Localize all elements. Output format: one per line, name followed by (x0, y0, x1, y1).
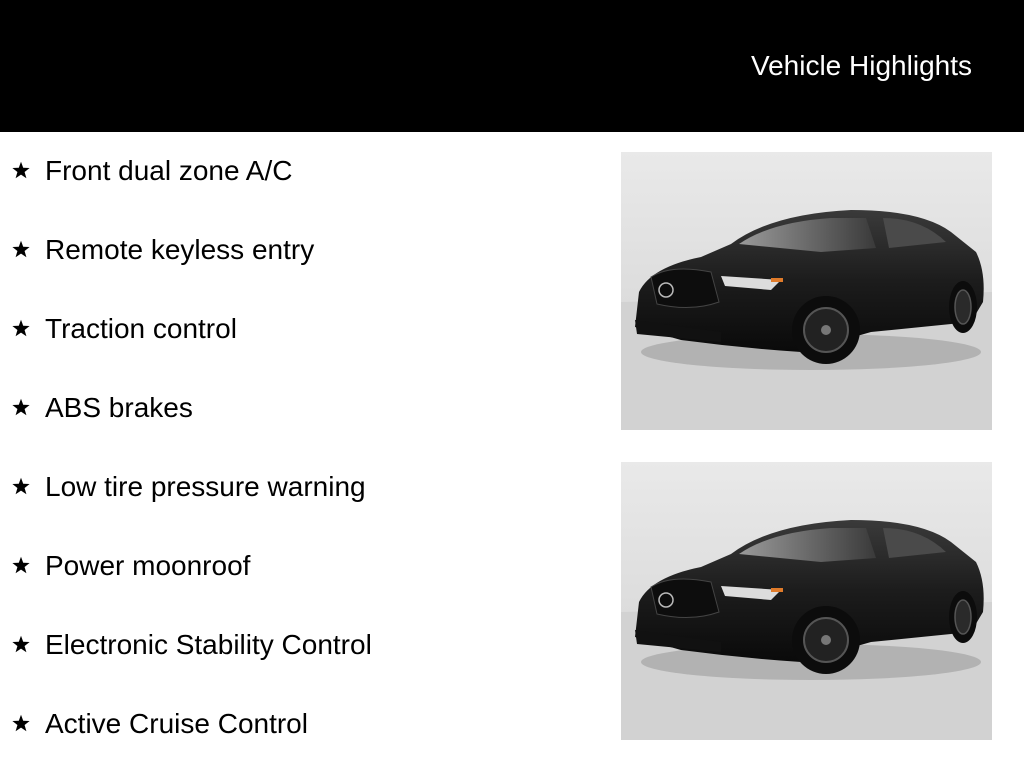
star-icon (10, 712, 32, 734)
feature-item (0, 545, 600, 624)
header-bar (0, 0, 1024, 132)
feature-label: ABS brakes (45, 392, 193, 423)
star-icon (10, 396, 32, 418)
vehicle-photo (621, 462, 992, 740)
feature-label: Power moonroof (45, 550, 251, 581)
feature-label: Electronic Stability Control (45, 629, 372, 660)
page-title: Vehicle Highlights (750, 50, 972, 81)
feature-item (0, 387, 600, 466)
star-icon (10, 554, 32, 576)
feature-item (0, 466, 600, 545)
vehicle-photo (621, 152, 992, 430)
feature-item (0, 308, 600, 387)
feature-item (0, 229, 600, 308)
feature-label: Low tire pressure warning (45, 471, 366, 502)
star-icon (10, 159, 32, 181)
star-icon (10, 633, 32, 655)
feature-label: Active Cruise Control (45, 708, 308, 739)
star-icon (10, 475, 32, 497)
feature-label: Traction control (45, 313, 237, 344)
feature-list (0, 150, 600, 782)
feature-label: Front dual zone A/C (45, 155, 293, 186)
feature-item (0, 624, 600, 703)
star-icon (10, 238, 32, 260)
feature-item (0, 150, 600, 229)
feature-label: Remote keyless entry (45, 234, 315, 265)
feature-item (0, 703, 600, 782)
star-icon (10, 317, 32, 339)
